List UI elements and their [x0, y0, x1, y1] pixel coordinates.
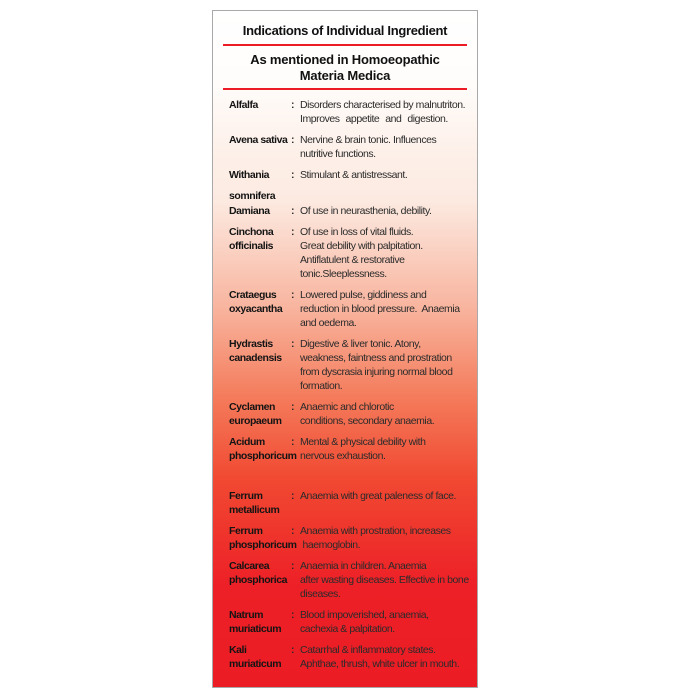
indication-line: tonic.Sleeplessness. — [300, 268, 387, 280]
colon-separator: : — [291, 99, 295, 111]
indication-line: Disorders characterised by malnutriton. — [300, 99, 466, 111]
ingredient-indication — [300, 435, 469, 463]
ingredient-indication — [300, 643, 469, 671]
indication-line: after wasting diseases. Effective in bone — [300, 574, 469, 586]
indication-line: Anaemia with great paleness of face. — [300, 490, 456, 502]
ingredient-name-line: phosphorica — [229, 574, 288, 586]
ingredient-list — [213, 90, 477, 671]
ingredient-row — [229, 524, 469, 552]
ingredient-row — [229, 204, 469, 218]
indication-line: Catarrhal & inflammatory states. — [300, 644, 436, 656]
ingredient-name-line: Crataegus — [229, 289, 277, 301]
ingredient-indication — [300, 204, 469, 218]
ingredient-indication — [300, 337, 469, 393]
ingredient-row — [229, 489, 469, 517]
ingredient-name-line: Hydrastis — [229, 338, 273, 350]
indication-line: Anaemia with prostration, increases — [300, 525, 451, 537]
indication-line: Blood impoverished, anaemia, — [300, 609, 429, 621]
ingredient-name-line: Damiana — [229, 205, 270, 217]
colon-separator: : — [291, 609, 295, 621]
indication-line: reduction in blood pressure. Anaemia — [300, 303, 460, 315]
ingredient-name-line: Ferrum — [229, 490, 263, 502]
colon-separator: : — [291, 490, 295, 502]
indication-line: conditions, secondary anaemia. — [300, 415, 435, 427]
ingredient-indication — [300, 225, 469, 281]
ingredient-row — [229, 337, 469, 393]
ingredient-indication — [300, 524, 469, 552]
ingredient-name-line: Kali — [229, 644, 247, 656]
ingredient-indication — [300, 98, 469, 126]
ingredient-name — [229, 524, 297, 552]
ingredient-row — [229, 608, 469, 636]
indication-line: nutritive functions. — [300, 148, 376, 160]
ingredient-name-line: Cyclamen — [229, 401, 276, 413]
ingredient-row — [229, 559, 469, 601]
indication-line: Anaemia in children. Anaemia — [300, 560, 427, 572]
indication-line: Digestive & liver tonic. Atony, — [300, 338, 421, 350]
ingredient-row — [229, 168, 469, 182]
ingredient-name — [229, 643, 291, 671]
ingredient-name-line: Natrum — [229, 609, 264, 621]
indication-line: weakness, faintness and prostration — [300, 352, 452, 364]
ingredient-name — [229, 225, 291, 253]
ingredient-row — [229, 189, 469, 203]
colon-separator: : — [291, 134, 295, 146]
indication-line: and oedema. — [300, 317, 357, 329]
indication-line: Mental & physical debility with — [300, 436, 426, 448]
ingredient-name-line: canadensis — [229, 352, 282, 364]
ingredient-row — [229, 400, 469, 428]
ingredient-name — [229, 435, 297, 463]
ingredient-row — [229, 225, 469, 281]
ingredient-name-line: Avena sativa — [229, 134, 288, 146]
ingredient-name — [229, 168, 291, 182]
subtitle-line1: As mentioned in Homoeopathic — [250, 52, 440, 67]
ingredient-name — [229, 189, 291, 203]
ingredient-name-line: Calcarea — [229, 560, 270, 572]
ingredient-indication — [300, 489, 469, 503]
ingredient-name-line: metallicum — [229, 504, 280, 516]
ingredient-indication — [300, 288, 469, 330]
indication-line: nervous exhaustion. — [300, 450, 386, 462]
ingredient-name — [229, 400, 291, 428]
colon-separator: : — [291, 560, 295, 572]
ingredient-name-line: muriaticum — [229, 623, 282, 635]
ingredient-name-line: oxyacantha — [229, 303, 283, 315]
colon-separator: : — [291, 169, 295, 181]
card-header — [213, 11, 477, 90]
ingredient-name — [229, 489, 291, 517]
ingredient-name-line: somnifera — [229, 190, 276, 202]
colon-separator: : — [291, 401, 295, 413]
indication-line: Antiflatulent & restorative — [300, 254, 405, 266]
colon-separator: : — [291, 289, 295, 301]
indication-line: Nervine & brain tonic. Influences — [300, 134, 437, 146]
ingredient-name-line: phosphoricum — [229, 450, 297, 462]
indication-line: Of use in neurasthenia, debility. — [300, 205, 432, 217]
ingredient-name-line: muriaticum — [229, 658, 282, 670]
ingredient-row — [229, 643, 469, 671]
indication-line: Lowered pulse, giddiness and — [300, 289, 427, 301]
ingredient-name — [229, 133, 291, 147]
ingredient-indication — [300, 133, 469, 161]
ingredient-name-line: Alfalfa — [229, 99, 258, 111]
ingredient-name — [229, 559, 291, 587]
ingredient-indication — [300, 400, 469, 428]
ingredient-name-line: Ferrum — [229, 525, 263, 537]
ingredient-name-line: Withania — [229, 169, 270, 181]
ingredient-name — [229, 288, 291, 316]
ingredient-name — [229, 337, 291, 365]
indication-line: from dyscrasia injuring normal blood — [300, 366, 453, 378]
colon-separator: : — [291, 525, 295, 537]
ingredient-name-line: europaeum — [229, 415, 282, 427]
subtitle — [213, 52, 477, 84]
indication-line: Aphthae, thrush, white ulcer in mouth. — [300, 658, 460, 670]
indication-line: Great debility with palpitation. — [300, 240, 423, 252]
ingredient-indication — [300, 168, 469, 182]
ingredient-indication — [300, 559, 469, 601]
indication-line: Improves appetite and digestion. — [300, 113, 448, 125]
colon-separator: : — [291, 436, 295, 448]
ingredient-row — [229, 133, 469, 161]
colon-separator: : — [291, 338, 295, 350]
ingredient-name — [229, 608, 291, 636]
ingredient-row — [229, 435, 469, 463]
ingredient-label-card — [212, 10, 478, 688]
colon-separator: : — [291, 644, 295, 656]
title-underline — [223, 44, 467, 46]
ingredient-name-line: Cinchona — [229, 226, 274, 238]
ingredient-name-line: phosphoricum — [229, 539, 297, 551]
indication-line: formation. — [300, 380, 343, 392]
ingredient-name-line: officinalis — [229, 240, 274, 252]
ingredient-row — [229, 98, 469, 126]
indication-line: Of use in loss of vital fluids. — [300, 226, 414, 238]
ingredient-name-line: Acidum — [229, 436, 265, 448]
indication-line: Stimulant & antistressant. — [300, 169, 408, 181]
colon-separator: : — [291, 205, 295, 217]
indication-line: diseases. — [300, 588, 341, 600]
subtitle-line2: Materia Medica — [299, 68, 391, 83]
ingredient-row — [229, 288, 469, 330]
indication-line: haemoglobin. — [300, 539, 361, 551]
ingredient-name — [229, 98, 291, 112]
ingredient-name — [229, 204, 291, 218]
ingredient-indication — [300, 608, 469, 636]
indication-line: Anaemic and chlorotic — [300, 401, 394, 413]
colon-separator: : — [291, 226, 295, 238]
page-title: Indications of Individual Ingredient — [242, 23, 448, 38]
indication-line: cachexia & palpitation. — [300, 623, 395, 635]
